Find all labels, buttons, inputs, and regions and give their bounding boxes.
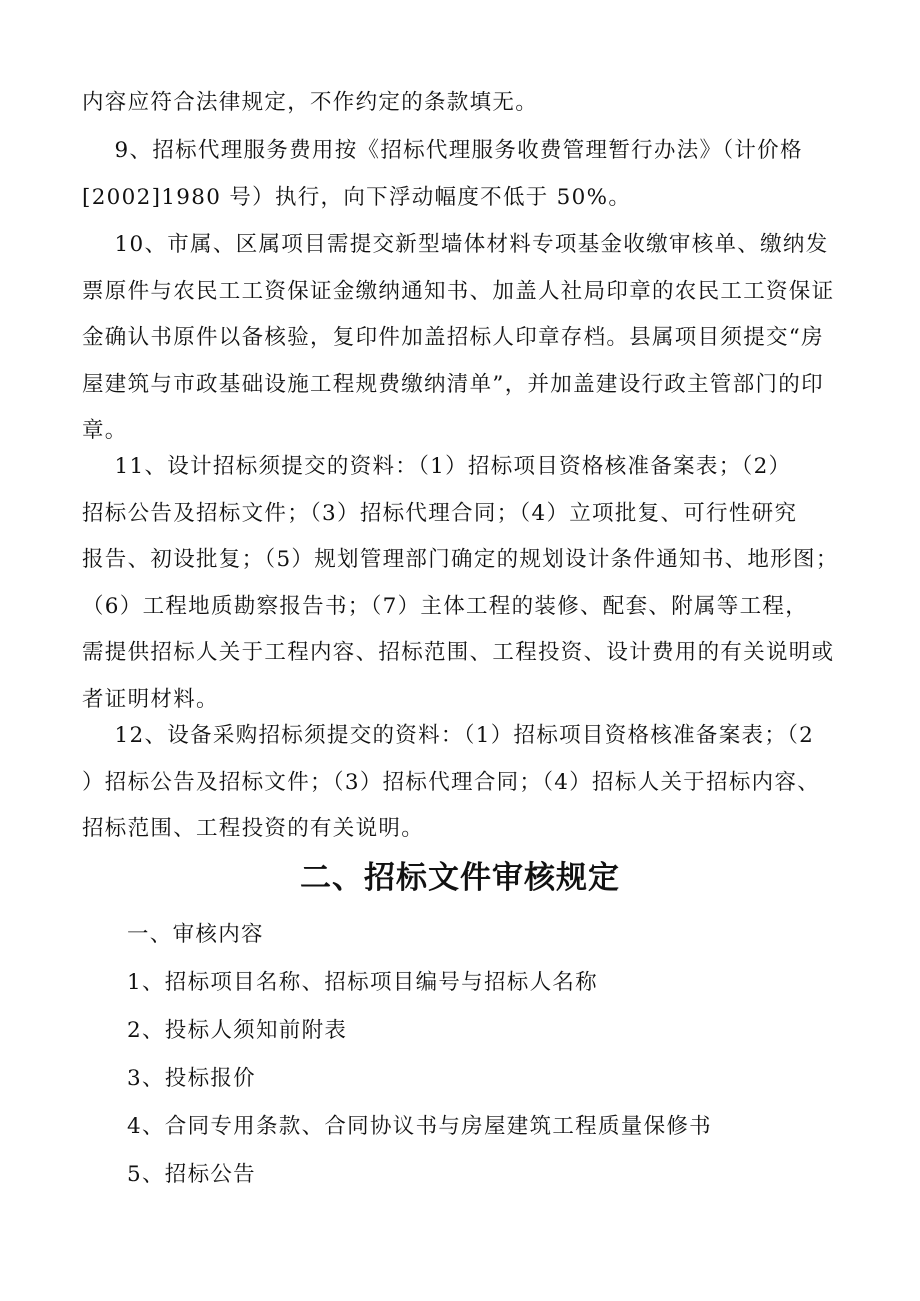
text-line: 9、招标代理服务费用按《招标代理服务收费管理暂行办法》（计价格 <box>82 138 803 163</box>
text-line: 需提供招标人关于工程内容、招标范围、工程投资、设计费用的有关说明或 <box>82 640 835 665</box>
text-line: [2002]1980 号）执行，向下浮动幅度不低于 50%。 <box>82 184 632 210</box>
review-subheading: 一、审核内容 <box>127 922 264 947</box>
review-item-4: 4、合同专用条款、合同协议书与房屋建筑工程质量保修书 <box>127 1114 712 1139</box>
text-line: 招标范围、工程投资的有关说明。 <box>82 816 425 841</box>
review-item-3: 3、投标报价 <box>127 1066 256 1091</box>
section-heading: 二、招标文件审核规定 <box>300 860 620 896</box>
text-line: 10、市属、区属项目需提交新型墙体材料专项基金收缴审核单、缴纳发 <box>82 232 829 257</box>
paragraph-10 <box>82 222 842 455</box>
paragraph-8-continuation <box>82 80 842 127</box>
text-line: 招标公告及招标文件；（3）招标代理合同；（4）立项批复、可行性研究 <box>82 500 798 526</box>
text-line: 金确认书原件以备核验，复印件加盖招标人印章存档。县属项目须提交“房 <box>82 325 824 350</box>
text-line: 11、设计招标须提交的资料：（1）招标项目资格核准备案表；（2） <box>82 454 792 479</box>
review-item-2: 2、投标人须知前附表 <box>127 1018 348 1043</box>
text-line: 报告、初设批复；（5）规划管理部门确定的规划设计条件通知书、地形图； <box>82 547 839 572</box>
text-line: 章。 <box>82 418 128 443</box>
text-line: ）招标公告及招标文件；（3）招标代理合同；（4）招标人关于招标内容、 <box>82 769 821 795</box>
paragraph-11 <box>82 444 842 723</box>
review-item-1: 1、招标项目名称、招标项目编号与招标人名称 <box>127 970 598 995</box>
text-line: （6）工程地质勘察报告书；（7）主体工程的装修、配套、附属等工程， <box>82 593 809 619</box>
text-line: 屋建筑与市政基础设施工程规费缴纳清单”，并加盖建设行政主管部门的印 <box>82 371 824 397</box>
text-line: 内容应符合法律规定，不作约定的条款填无。 <box>82 90 539 115</box>
text-line: 12、设备采购招标须提交的资料：（1）招标项目资格核准备案表；（2 <box>82 723 815 748</box>
paragraph-12 <box>82 713 842 853</box>
text-line: 者证明材料。 <box>82 686 219 712</box>
text-line: 票原件与农民工工资保证金缴纳通知书、加盖人社局印章的农民工工资保证 <box>82 278 835 304</box>
paragraph-9 <box>82 128 842 221</box>
review-item-5: 5、招标公告 <box>127 1162 256 1187</box>
